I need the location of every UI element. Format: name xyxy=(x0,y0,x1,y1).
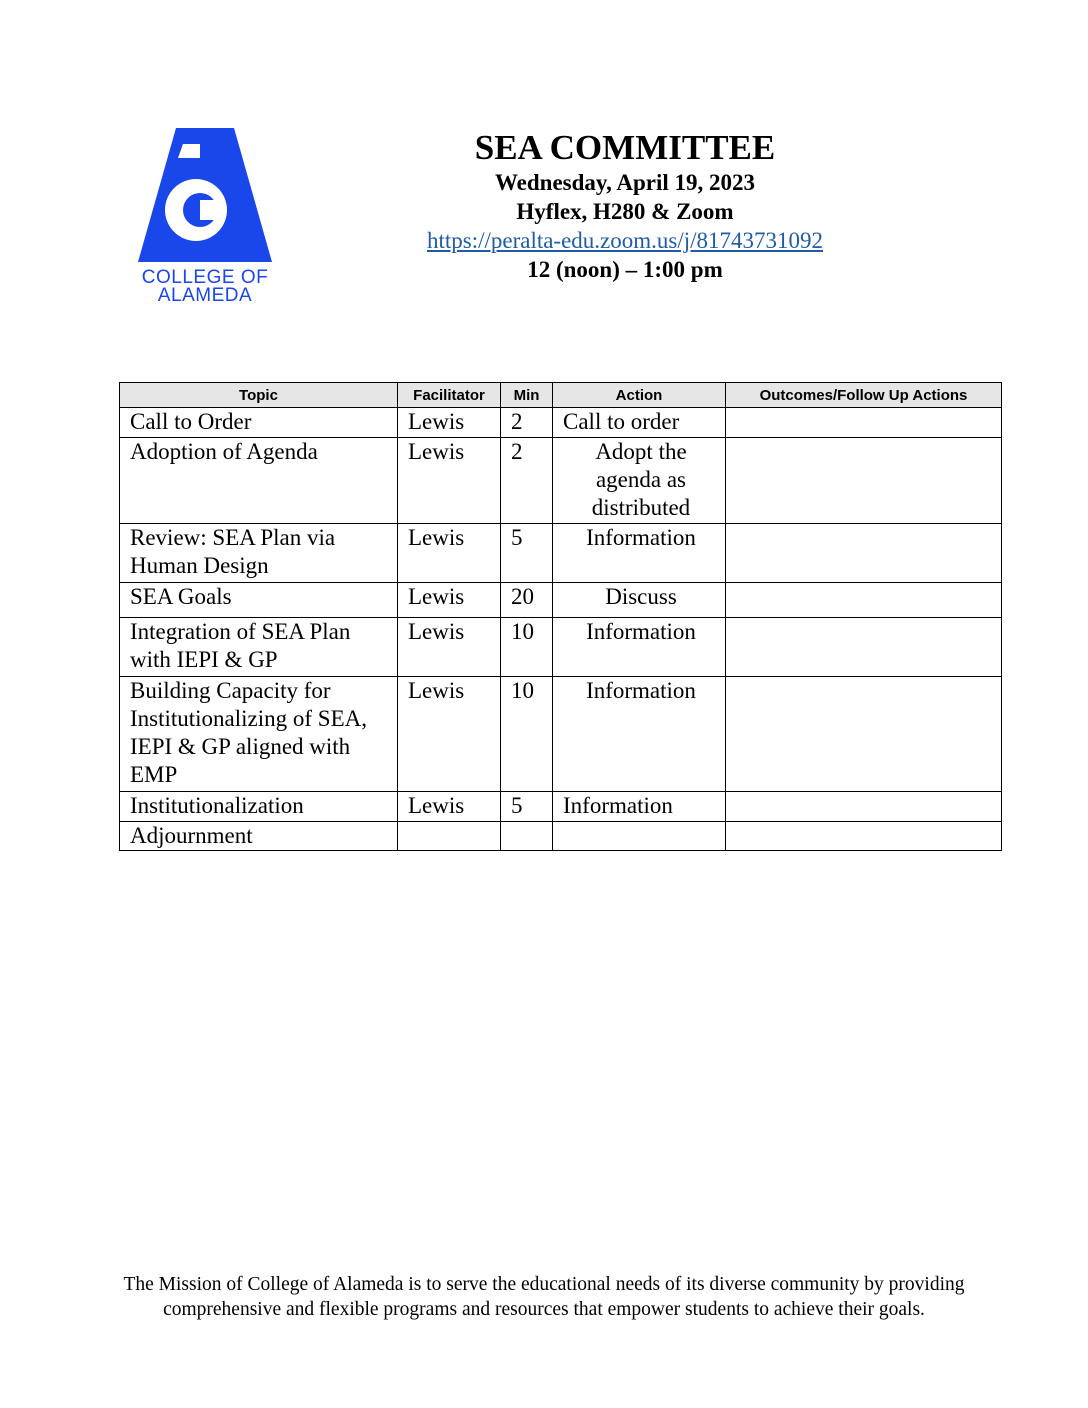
column-header-outcomes: Outcomes/Follow Up Actions xyxy=(726,383,1002,408)
topic-cell: Call to Order xyxy=(120,408,398,438)
facilitator-cell: Lewis xyxy=(398,408,501,438)
meeting-venue: Hyflex, H280 & Zoom xyxy=(516,199,734,224)
column-header-action: Action xyxy=(553,383,726,408)
min-cell xyxy=(501,822,553,851)
topic-cell: Adoption of Agenda xyxy=(120,438,398,524)
facilitator-cell: Lewis xyxy=(398,677,501,792)
facilitator-cell: Lewis xyxy=(398,618,501,677)
topic-cell: Building Capacity for Institutionalizing of SEA, IEPI & GP aligned with EMP xyxy=(120,677,398,792)
min-cell: 10 xyxy=(501,618,553,677)
logo-text-line2: ALAMEDA xyxy=(157,285,253,306)
outcomes-cell xyxy=(726,524,1002,583)
topic-cell: Review: SEA Plan via Human Design xyxy=(120,524,398,583)
facilitator-cell: Lewis xyxy=(398,583,501,618)
min-cell: 5 xyxy=(501,524,553,583)
table-row xyxy=(120,618,1002,677)
topic-cell: Institutionalization xyxy=(120,792,398,822)
action-cell: Discuss xyxy=(553,583,726,618)
facilitator-cell: Lewis xyxy=(398,524,501,583)
agenda-header-row xyxy=(120,383,1002,408)
action-cell: Information xyxy=(553,618,726,677)
min-cell: 2 xyxy=(501,408,553,438)
outcomes-cell xyxy=(726,822,1002,851)
college-logo xyxy=(134,126,276,306)
outcomes-cell xyxy=(726,677,1002,792)
table-row xyxy=(120,583,1002,618)
outcomes-cell xyxy=(726,438,1002,524)
facilitator-cell: Lewis xyxy=(398,438,501,524)
topic-cell: Integration of SEA Plan with IEPI & GP xyxy=(120,618,398,677)
facilitator-cell xyxy=(398,822,501,851)
action-cell: Information xyxy=(553,677,726,792)
meeting-time: 12 (noon) – 1:00 pm xyxy=(527,257,723,282)
table-row xyxy=(120,438,1002,524)
table-row xyxy=(120,792,1002,822)
logo-text-line1: COLLEGE OF xyxy=(141,267,269,288)
column-header-min: Min xyxy=(501,383,553,408)
meeting-title: SEA COMMITTEE xyxy=(474,128,776,167)
facilitator-cell: Lewis xyxy=(398,792,501,822)
outcomes-cell xyxy=(726,618,1002,677)
action-cell: Adopt the agenda as distributed xyxy=(553,438,726,524)
outcomes-cell xyxy=(726,583,1002,618)
table-row xyxy=(120,677,1002,792)
min-cell: 10 xyxy=(501,677,553,792)
topic-cell: Adjournment xyxy=(120,822,398,851)
action-cell: Call to order xyxy=(553,408,726,438)
college-logo-icon xyxy=(134,126,276,266)
mission-statement: The Mission of College of Alameda is to serve the educational needs of its diverse community by providing comprehensive and flexible programs and resources that empower students to achieve their goals. xyxy=(123,1274,965,1320)
action-cell xyxy=(553,822,726,851)
column-header-facilitator: Facilitator xyxy=(398,383,501,408)
agenda-table xyxy=(119,382,1002,851)
table-row xyxy=(120,524,1002,583)
table-row xyxy=(120,408,1002,438)
meeting-date: Wednesday, April 19, 2023 xyxy=(494,170,756,195)
min-cell: 2 xyxy=(501,438,553,524)
min-cell: 20 xyxy=(501,583,553,618)
outcomes-cell xyxy=(726,408,1002,438)
meeting-header xyxy=(380,128,870,284)
min-cell: 5 xyxy=(501,792,553,822)
outcomes-cell xyxy=(726,792,1002,822)
column-header-topic: Topic xyxy=(120,383,398,408)
zoom-link[interactable]: https://peralta-edu.zoom.us/j/81743731092 xyxy=(426,228,824,253)
topic-cell: SEA Goals xyxy=(120,583,398,618)
action-cell: Information xyxy=(553,524,726,583)
table-row xyxy=(120,822,1002,851)
action-cell: Information xyxy=(553,792,726,822)
